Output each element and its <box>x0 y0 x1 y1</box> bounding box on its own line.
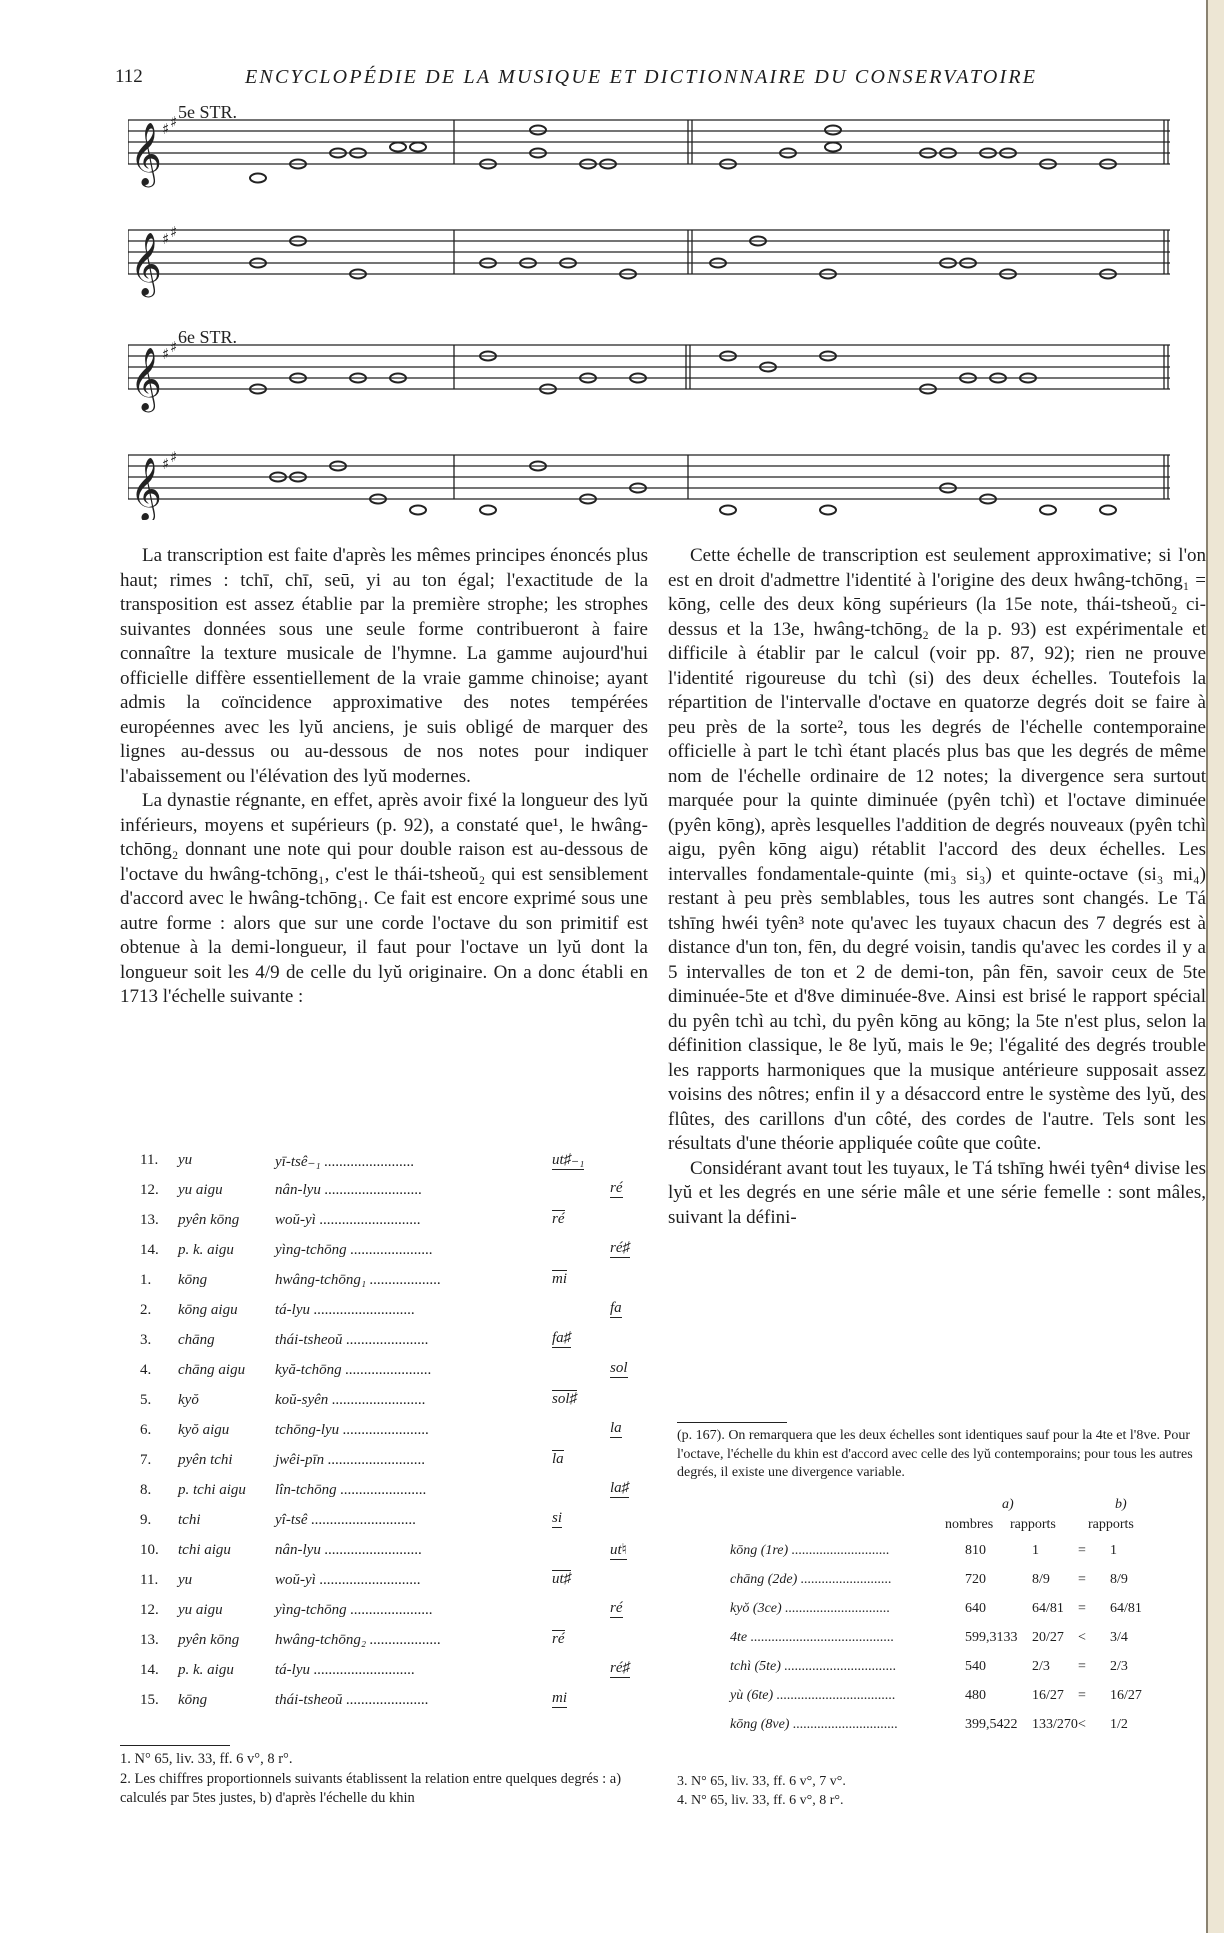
page-number: 112 <box>115 66 143 87</box>
degree-name: p. k. aigu <box>178 1242 234 1258</box>
ratio-row <box>730 1682 1160 1711</box>
lyu-name: thái-tsheoŭ ...................... <box>275 1332 429 1348</box>
ratio-sign: < <box>1078 1630 1086 1645</box>
music-score <box>128 100 1170 520</box>
ratio-number: 810 <box>965 1543 986 1558</box>
scale-row <box>140 1240 630 1270</box>
ratio-degree: kōng (1re) ............................ <box>730 1543 890 1558</box>
svg-text:♯: ♯ <box>170 448 178 466</box>
note-a: ré <box>552 1211 565 1227</box>
degree-number: 9. <box>140 1512 152 1528</box>
scale-row <box>140 1150 630 1180</box>
ratio-b: 2/3 <box>1110 1659 1128 1674</box>
degree-name: p. tchi aigu <box>178 1482 246 1498</box>
note-a: mi <box>552 1690 567 1706</box>
lyu-name: hwâng-tchōng₂ ................... <box>275 1632 442 1648</box>
note-b: la♯ <box>610 1480 630 1496</box>
ratio-a: 1 <box>1032 1543 1039 1558</box>
lyu-name: tá-lyu ........................... <box>275 1662 415 1678</box>
degree-name: kyŏ aigu <box>178 1422 230 1438</box>
degree-number: 12. <box>140 1602 159 1618</box>
scale-row <box>140 1690 630 1720</box>
degree-name: kōng <box>178 1272 208 1288</box>
lyu-name: nân-lyu .......................... <box>275 1182 423 1198</box>
degree-name: p. k. aigu <box>178 1662 234 1678</box>
lyu-name: thái-tsheoŭ ...................... <box>275 1692 429 1708</box>
staff-system <box>128 455 1170 499</box>
degree-number: 11. <box>140 1572 159 1588</box>
lyu-name: hwâng-tchōng₁ ................... <box>275 1272 442 1288</box>
lyu-name: yî-tsê ............................ <box>275 1512 417 1528</box>
head-nums: nombres <box>945 1517 994 1532</box>
running-title: ENCYCLOPÉDIE DE LA MUSIQUE ET DICTIONNAIRE DU CONSERVATOIRE <box>245 66 1038 88</box>
paragraph: La transcription est faite d'après les mêmes principes énoncés plus haut; rimes : tchī, chī, seū, yi au ton égal; l'exactitude de la transposition est assez établie par la première strophe; les strophes suivantes données sous une seule forme contribueront à faire connaître la texture musicale de l'hymne. La gamme aujourd'hui officielle diffère essentiellement de la vraie gamme chinoise; ayant admis la coïncidence approximative des notes tempérées européennes avec les lyŭ anciens, je suis obligé de marquer des lignes au-dessus ou au-dessous de nos notes pour indiquer l'abaissement ou l'élévation des lyŭ modernes. <box>120 545 648 787</box>
degree-number: 4. <box>140 1362 152 1378</box>
degree-number: 14. <box>140 1242 159 1258</box>
ratio-table <box>730 1497 1160 1740</box>
scale-row <box>140 1360 630 1390</box>
staff-system <box>128 230 1170 274</box>
svg-text:𝄞: 𝄞 <box>130 232 162 295</box>
lyu-name: kyă-tchōng ....................... <box>275 1362 432 1378</box>
lyu-name: lîn-tchōng ....................... <box>275 1482 427 1498</box>
lyu-name: tchōng-lyu ....................... <box>275 1422 430 1438</box>
note-b: fa <box>610 1300 622 1316</box>
scale-row <box>140 1630 630 1660</box>
scale-row <box>140 1570 630 1600</box>
scale-row <box>140 1480 630 1510</box>
degree-number: 12. <box>140 1182 159 1198</box>
footnote: 1. N° 65, liv. 33, ff. 6 v°, 8 r°. <box>120 1751 293 1767</box>
lyu-name: nân-lyu .......................... <box>275 1542 423 1558</box>
note-b: sol <box>610 1360 628 1376</box>
note-a: la <box>552 1451 564 1467</box>
running-header <box>115 66 1075 96</box>
head-rap-a: rapports <box>1010 1517 1056 1532</box>
note-b: ré♯ <box>610 1660 630 1676</box>
scale-row <box>140 1180 630 1210</box>
ratio-row <box>730 1595 1160 1624</box>
degree-name: yu <box>178 1152 193 1168</box>
degree-number: 6. <box>140 1422 152 1438</box>
lyu-name: jwêi-pīn .......................... <box>275 1452 426 1468</box>
degree-name: kōng aigu <box>178 1302 238 1318</box>
ratio-row <box>730 1624 1160 1653</box>
ratio-table-header <box>730 1497 1160 1537</box>
ratio-row <box>730 1537 1160 1566</box>
footnote: 4. N° 65, liv. 33, ff. 6 v°, 8 r°. <box>677 1793 844 1808</box>
ratio-b: 3/4 <box>1110 1630 1128 1645</box>
scale-row <box>140 1420 630 1450</box>
ratio-number: 399,5422 <box>965 1717 1018 1732</box>
strophe5-label: 5e STR. <box>178 102 238 122</box>
ratio-number: 720 <box>965 1572 986 1587</box>
svg-text:♯: ♯ <box>170 113 178 131</box>
ratio-degree: 4te ......................................... <box>730 1630 895 1645</box>
scale-row <box>140 1210 630 1240</box>
svg-text:♯: ♯ <box>170 338 178 356</box>
staff-system <box>128 345 1170 389</box>
ratio-a: 20/27 <box>1032 1630 1064 1645</box>
page-edge <box>1206 0 1224 1933</box>
scale-row <box>140 1600 630 1630</box>
degree-name: pyên kōng <box>178 1632 240 1648</box>
lyu-name: woŭ-yì ........................... <box>275 1212 421 1228</box>
col-a-label: a) <box>1002 1497 1014 1512</box>
svg-text:♯: ♯ <box>162 345 170 363</box>
ratio-number: 640 <box>965 1601 986 1616</box>
ratio-degree: kyŏ (3ce) .............................. <box>730 1601 891 1616</box>
degree-number: 2. <box>140 1302 152 1318</box>
degree-number: 14. <box>140 1662 159 1678</box>
ratio-number: 480 <box>965 1688 986 1703</box>
ratio-degree: chāng (2de) .......................... <box>730 1572 892 1587</box>
svg-text:♯: ♯ <box>162 230 170 248</box>
ratio-degree: kōng (8ve) .............................. <box>730 1717 898 1732</box>
note-a: sol♯ <box>552 1391 578 1407</box>
right-column-text <box>668 544 1206 1230</box>
degree-name: yu <box>178 1572 193 1588</box>
degree-name: tchi aigu <box>178 1542 231 1558</box>
note-a: ut♯₋₁ <box>552 1152 585 1168</box>
degree-number: 1. <box>140 1272 152 1288</box>
degree-number: 11. <box>140 1152 159 1168</box>
ratio-a: 64/81 <box>1032 1601 1064 1616</box>
ratio-number: 540 <box>965 1659 986 1674</box>
note-b: ut♮ <box>610 1542 628 1558</box>
degree-number: 10. <box>140 1542 159 1558</box>
degree-name: kyŏ <box>178 1392 199 1408</box>
note-b: ré <box>610 1600 623 1616</box>
svg-text:𝄞: 𝄞 <box>130 457 162 520</box>
note-a: ut♯ <box>552 1571 572 1587</box>
lyu-name: koŭ-syên ......................... <box>275 1392 426 1408</box>
ratio-degree: yù (6te) .................................. <box>730 1688 896 1703</box>
ratio-b: 8/9 <box>1110 1572 1128 1587</box>
note-b: ré <box>610 1180 623 1196</box>
footnote: 3. N° 65, liv. 33, ff. 6 v°, 7 v°. <box>677 1774 846 1789</box>
degree-number: 5. <box>140 1392 152 1408</box>
lyu-name: woŭ-yì ........................... <box>275 1572 421 1588</box>
right-footnotes <box>677 1772 1207 1810</box>
note-a: si <box>552 1510 563 1526</box>
left-footnotes <box>120 1745 648 1809</box>
note-a: mi <box>552 1271 567 1287</box>
note-b: ré♯ <box>610 1240 630 1256</box>
note-a: fa♯ <box>552 1330 572 1346</box>
scale-row <box>140 1270 630 1300</box>
svg-text:𝄞: 𝄞 <box>130 347 162 410</box>
paragraph: Cette échelle de transcription est seulement approximative; si l'on est en droit d'admettre l'identité à l'origine des deux hwâng-tchōng₁ = kōng, celle des deux kōng supérieurs (la 15e note, thái-tsheoŭ₂ ci-dessus et la 13e, hwâng-tchōng₂ de la p. 93) est expérimentale et difficile à établir par le calcul (voir pp. 87, 92); rien ne prouve l'identité rigoureuse du tchì (si) des deux échelles. Toutefois la répartition de l'intervalle d'octave en quatorze degrés doit se faire à peu près de la sorte², tous les degrés de l'échelle contemporaine officielle à part le tchì étant placés plus bas que les degrés de même nom de l'échelle ordinaire de 12 notes; la divergence sera surtout marquée pour la quinte diminuée (pyên tchì) et l'octave diminuée (pyên kōng), après lesquelles l'addition de degrés nouveaux (pyên tchì aigu, pyên kōng aigu) rétablit l'accord des deux échelles. Les intervalles fondamentale-quinte (mi₃ si₃) et quinte-octave (si₃ mi₄) restant à peu près semblables, tous les autres sont changés. Le Tá tshīng hwéi tyên³ note qu'avec les tuyaux chacun des 7 degrés est à distance d'un ton, fēn, du degré voisin, tandis qu'avec les cordes il y a 5 intervalles de ton et 2 de demi-ton, pân fēn, savoir ceux de 5te diminuée-5te et d'8ve diminuée-8ve. Ainsi est brisé le rapport spécial du pyên tchì au tchì, du pyên kōng au kōng; la 5te n'est plus, selon la définition classique, le 8e lyŭ, mais le 9e; l'égalité des degrés trouble les rapports harmoniques que la musique antérieure supposait assez voisins des nôtres; enfin il y a désaccord entre le système des lyŭ, des flûtes, des carillons d'un côté, des cordes de l'autre. Tels sont les résultats d'une théorie appliquée coûte que coûte. <box>668 545 1206 1154</box>
svg-text:𝄞: 𝄞 <box>130 122 162 185</box>
footnote-continued: (p. 167). On remarquera que les deux échelles sont identiques sauf pour la 4te et l'8ve. Pour l'octave, l'échelle du khin est d'accord avec celle des lyŭ contemporains; pour tous les autres degrés, il existe une divergence variable. <box>677 1428 1193 1480</box>
svg-text:♯: ♯ <box>170 223 178 241</box>
ratio-number: 599,3133 <box>965 1630 1018 1645</box>
ratio-b: 1/2 <box>1110 1717 1128 1732</box>
degree-number: 13. <box>140 1632 159 1648</box>
left-column-text <box>120 544 648 1010</box>
note-a: ré <box>552 1631 565 1647</box>
degree-number: 13. <box>140 1212 159 1228</box>
ratio-b: 1 <box>1110 1543 1117 1558</box>
degree-name: yu aigu <box>178 1602 223 1618</box>
ratio-sign: = <box>1078 1659 1086 1674</box>
ratio-sign: = <box>1078 1601 1086 1616</box>
note-b: la <box>610 1420 622 1436</box>
right-note <box>677 1422 1207 1483</box>
ratio-a: 133/270 <box>1032 1717 1078 1732</box>
ratio-b: 64/81 <box>1110 1601 1142 1616</box>
ratio-b: 16/27 <box>1110 1688 1142 1703</box>
ratio-sign: = <box>1078 1688 1086 1703</box>
footnote: 2. Les chiffres proportionnels suivants établissent la relation entre quelques degrés : a) calculés par 5tes justes, b) d'après l'échelle du khin <box>120 1770 622 1806</box>
lyu-name: yìng-tchōng ...................... <box>275 1602 433 1618</box>
scale-row <box>140 1330 630 1360</box>
degree-name: yu aigu <box>178 1182 223 1198</box>
scale-row <box>140 1660 630 1690</box>
ratio-sign: < <box>1078 1717 1086 1732</box>
lyu-name: yī-tsê₋₁ ........................ <box>275 1154 415 1170</box>
scale-row <box>140 1510 630 1540</box>
ratio-sign: = <box>1078 1572 1086 1587</box>
degree-name: chāng <box>178 1332 215 1348</box>
col-b-label: b) <box>1115 1497 1127 1512</box>
degree-name: pyên tchi <box>178 1452 233 1468</box>
scale-row <box>140 1450 630 1480</box>
degree-number: 3. <box>140 1332 152 1348</box>
ratio-row <box>730 1566 1160 1595</box>
lyu-name: yìng-tchōng ...................... <box>275 1242 433 1258</box>
ratio-row <box>730 1653 1160 1682</box>
degree-name: pyên kōng <box>178 1212 240 1228</box>
degree-name: kōng <box>178 1692 208 1708</box>
staff-system <box>128 120 1170 164</box>
ratio-sign: = <box>1078 1543 1086 1558</box>
ratio-row <box>730 1711 1160 1740</box>
ratio-degree: tchì (5te) ................................ <box>730 1659 897 1674</box>
paragraph: Considérant avant tout les tuyaux, le Tá tshīng hwéi tyên⁴ divise les lyŭ et les degrés en une série mâle et une série femelle : sont mâles, suivant la défini- <box>668 1157 1206 1228</box>
svg-text:♯: ♯ <box>162 455 170 473</box>
head-rap-b: rapports <box>1088 1517 1134 1532</box>
svg-text:♯: ♯ <box>162 120 170 138</box>
ratio-a: 16/27 <box>1032 1688 1064 1703</box>
scale-row <box>140 1540 630 1570</box>
lyu-name: tá-lyu ........................... <box>275 1302 415 1318</box>
degree-number: 8. <box>140 1482 152 1498</box>
degree-number: 7. <box>140 1452 152 1468</box>
degree-name: chāng aigu <box>178 1362 246 1378</box>
degree-name: tchi <box>178 1512 201 1528</box>
scale-row <box>140 1390 630 1420</box>
scale-table <box>140 1150 630 1720</box>
scale-row <box>140 1300 630 1330</box>
ratio-a: 2/3 <box>1032 1659 1050 1674</box>
degree-number: 15. <box>140 1692 159 1708</box>
ratio-a: 8/9 <box>1032 1572 1050 1587</box>
strophe6-label: 6e STR. <box>178 327 238 347</box>
paragraph: La dynastie régnante, en effet, après avoir fixé la longueur des lyŭ inférieurs, moyens et supérieurs (p. 92), a constaté que¹, le hwâng-tchōng₂ donnant une note qui pour double raison est au-dessous de l'octave du hwâng-tchōng₁, c'est le thái-tsheoŭ₂ qui est sensiblement d'accord avec le hwâng-tchōng₁. Ce fait est encore exprimé sous une autre forme : alors que sur une corde l'octave du son primitif est obtenue à la demi-longueur, il faut pour l'octave un lyŭ dont la longueur soit les 4/9 de celle du lyŭ originaire. On a donc établi en 1713 l'échelle suivante : <box>120 790 648 1007</box>
